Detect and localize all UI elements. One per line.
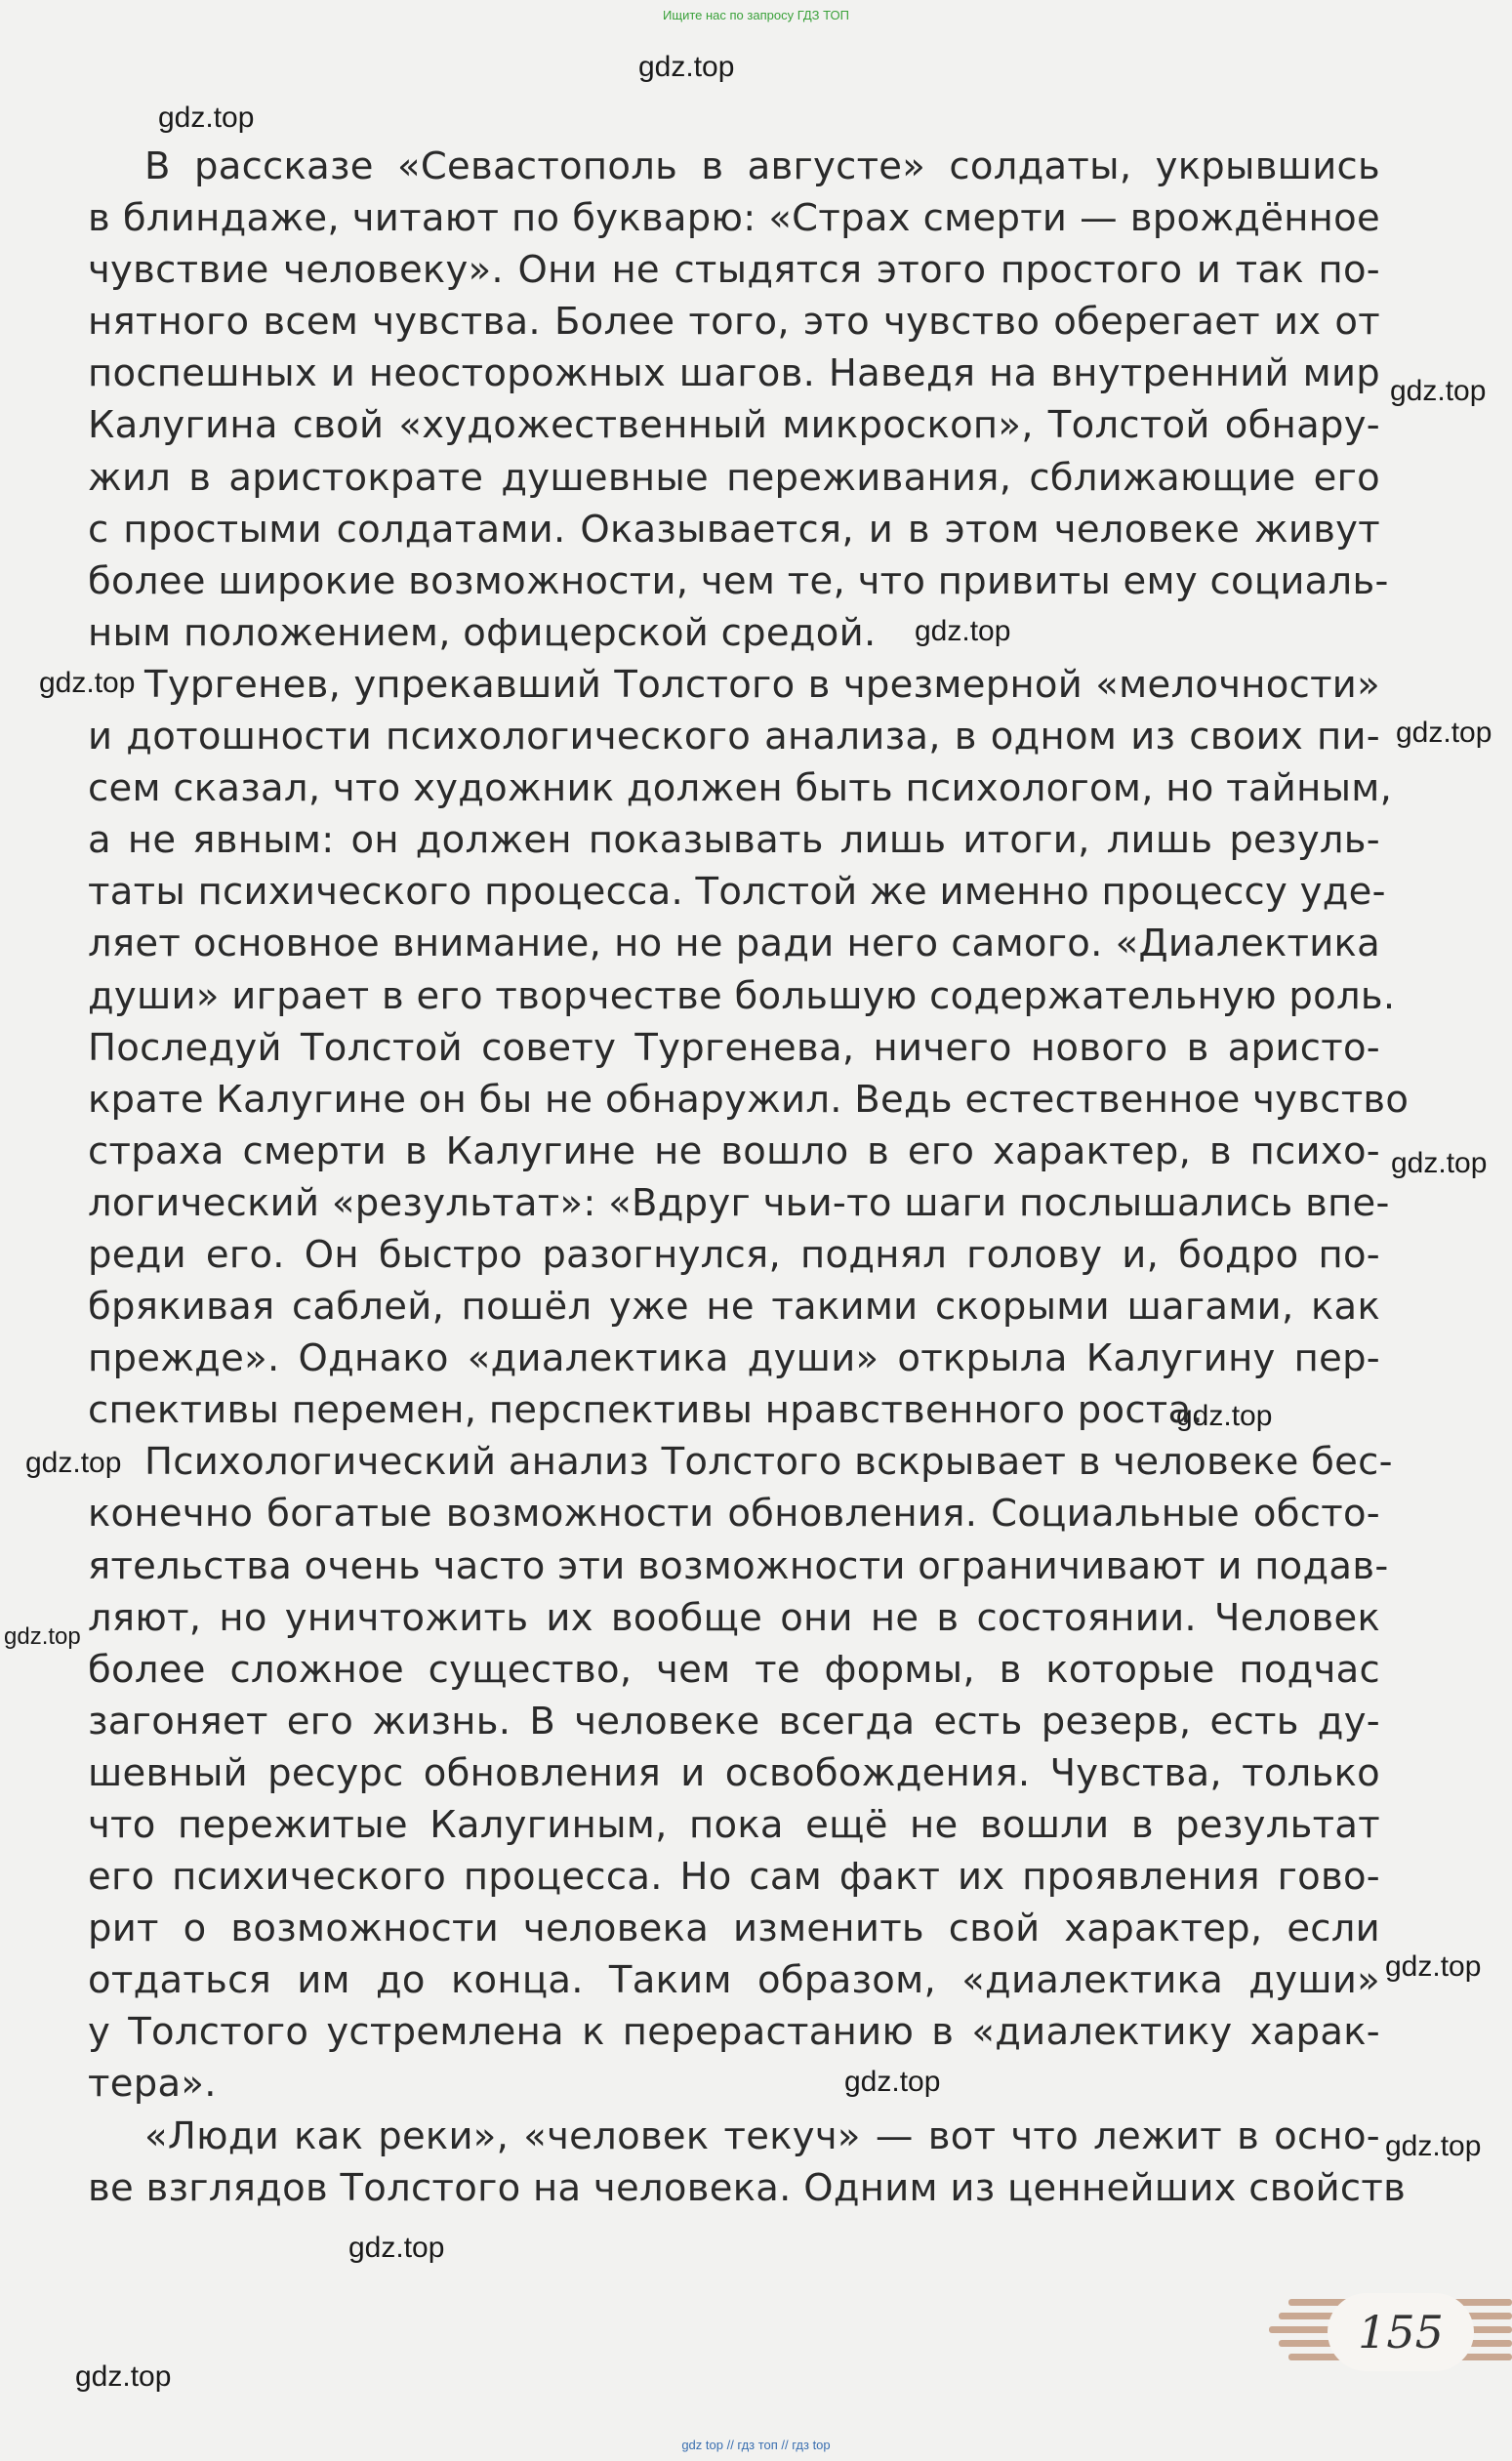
- watermark: gdz.top: [348, 2232, 445, 2264]
- watermark: gdz.top: [39, 667, 136, 699]
- watermark: gdz.top: [638, 51, 735, 83]
- text-line: таты психического процесса. Толстой же именно процессу уде-: [88, 870, 1386, 915]
- text-line: нятного всем чувства. Более того, это чувство оберегает их от: [88, 300, 1380, 345]
- text-line: сем сказал, что художник должен быть психологом, но тайным,: [88, 766, 1393, 811]
- text-line: В рассказе «Севастополь в августе» солдаты, укрывшись: [144, 144, 1380, 188]
- watermark: gdz.top: [158, 102, 255, 134]
- text-line: отдаться им до конца. Таким образом, «диалектика души»: [88, 1958, 1380, 2003]
- text-line: его психического процесса. Но сам факт их проявления гово-: [88, 1855, 1380, 1900]
- watermark: gdz.top: [844, 2066, 941, 2098]
- text-line: ве взглядов Толстого на человека. Одним из ценнейших свойств: [88, 2165, 1407, 2210]
- text-line: у Толстого устремлена к перерастанию в «диалектику харак-: [88, 2010, 1380, 2055]
- text-line: и дотошности психологического анализа, в одном из своих пи-: [88, 715, 1380, 759]
- text-line: реди его. Он быстро разогнулся, поднял голову и, бодро по-: [88, 1232, 1380, 1277]
- text-line: шевный ресурс обновления и освобождения. Чувства, только: [88, 1750, 1380, 1795]
- watermark: gdz.top: [915, 615, 1011, 647]
- text-line: спективы перемен, перспективы нравственного роста.: [88, 1388, 1204, 1433]
- text-line: более сложное существо, чем те формы, в которые подчас: [88, 1647, 1380, 1692]
- text-line: чувствие человеку». Они не стыдятся этого простого и так по-: [88, 248, 1380, 293]
- text-line: ным положением, офицерской средой.: [88, 610, 877, 655]
- text-line: ляет основное внимание, но не ради него самого. «Диалектика: [88, 922, 1380, 966]
- watermark: gdz.top: [1391, 1147, 1488, 1179]
- text-line: души» играет в его творчестве большую содержательную роль.: [88, 973, 1396, 1018]
- text-line: Психологический анализ Толстого вскрывает в человеке бес-: [144, 1440, 1393, 1485]
- text-line: с простыми солдатами. Оказывается, и в этом человеке живут: [88, 507, 1380, 552]
- bottom-banner[interactable]: gdz top // гдз топ // гдз top: [681, 2438, 831, 2452]
- text-line: в блиндаже, читают по букварю: «Страх смерти — врождённое: [88, 196, 1380, 241]
- text-line: ляют, но уничтожить их вообще они не в состоянии. Человек: [88, 1595, 1380, 1640]
- text-line: более широкие возможности, чем те, что привиты ему социаль-: [88, 558, 1389, 603]
- text-line: «Люди как реки», «человек текуч» — вот что лежит в осно-: [144, 2113, 1380, 2158]
- text-line: рит о возможности человека изменить свой характер, если: [88, 1907, 1380, 1951]
- body-text: [88, 141, 1410, 2214]
- watermark: gdz.top: [1385, 1950, 1482, 1983]
- text-line: Калугина свой «художественный микроскоп», Толстой обнару-: [88, 403, 1380, 448]
- watermark: gdz.top: [1176, 1400, 1273, 1432]
- text-line: тера».: [88, 2062, 217, 2107]
- top-banner[interactable]: Ищите нас по запросу ГДЗ ТОП: [663, 8, 849, 22]
- watermark: gdz.top: [75, 2360, 172, 2393]
- text-line: что пережитые Калугиным, пока ещё не вошли в результат: [88, 1803, 1380, 1847]
- text-line: загоняет его жизнь. В человеке всегда есть резерв, есть ду-: [88, 1699, 1380, 1743]
- text-line: крате Калугине он бы не обнаружил. Ведь естественное чувство: [88, 1077, 1410, 1122]
- text-line: Последуй Толстой совету Тургенева, ничего нового в аристо-: [88, 1025, 1380, 1070]
- text-line: страха смерти в Калугине не вошло в его характер, в психо-: [88, 1128, 1380, 1173]
- watermark: gdz.top: [1396, 717, 1492, 749]
- text-line: поспешных и неосторожных шагов. Наведя на внутренний мир: [88, 351, 1380, 396]
- text-line: жил в аристократе душевные переживания, сближающие его: [88, 455, 1380, 500]
- watermark: gdz.top: [4, 1623, 81, 1650]
- text-line: Тургенев, упрекавший Толстого в чрезмерной «мелочности»: [144, 662, 1380, 707]
- watermark: gdz.top: [25, 1447, 122, 1479]
- text-line: прежде». Однако «диалектика души» открыла Калугину пер-: [88, 1336, 1380, 1381]
- text-line: конечно богатые возможности обновления. Социальные обсто-: [88, 1492, 1380, 1537]
- text-line: логический «результат»: «Вдруг чьи-то шаги послышались впе-: [88, 1180, 1390, 1225]
- page-number-badge: [1269, 2289, 1512, 2377]
- text-line: брякивая саблей, пошёл уже не такими скорыми шагами, как: [88, 1285, 1380, 1330]
- watermark: gdz.top: [1385, 2130, 1482, 2162]
- text-line: а не явным: он должен показывать лишь итоги, лишь резуль-: [88, 818, 1380, 863]
- watermark: gdz.top: [1390, 375, 1487, 407]
- page-number: 155: [1328, 2293, 1474, 2371]
- text-line: ятельства очень часто эти возможности ограничивают и подав-: [88, 1543, 1389, 1588]
